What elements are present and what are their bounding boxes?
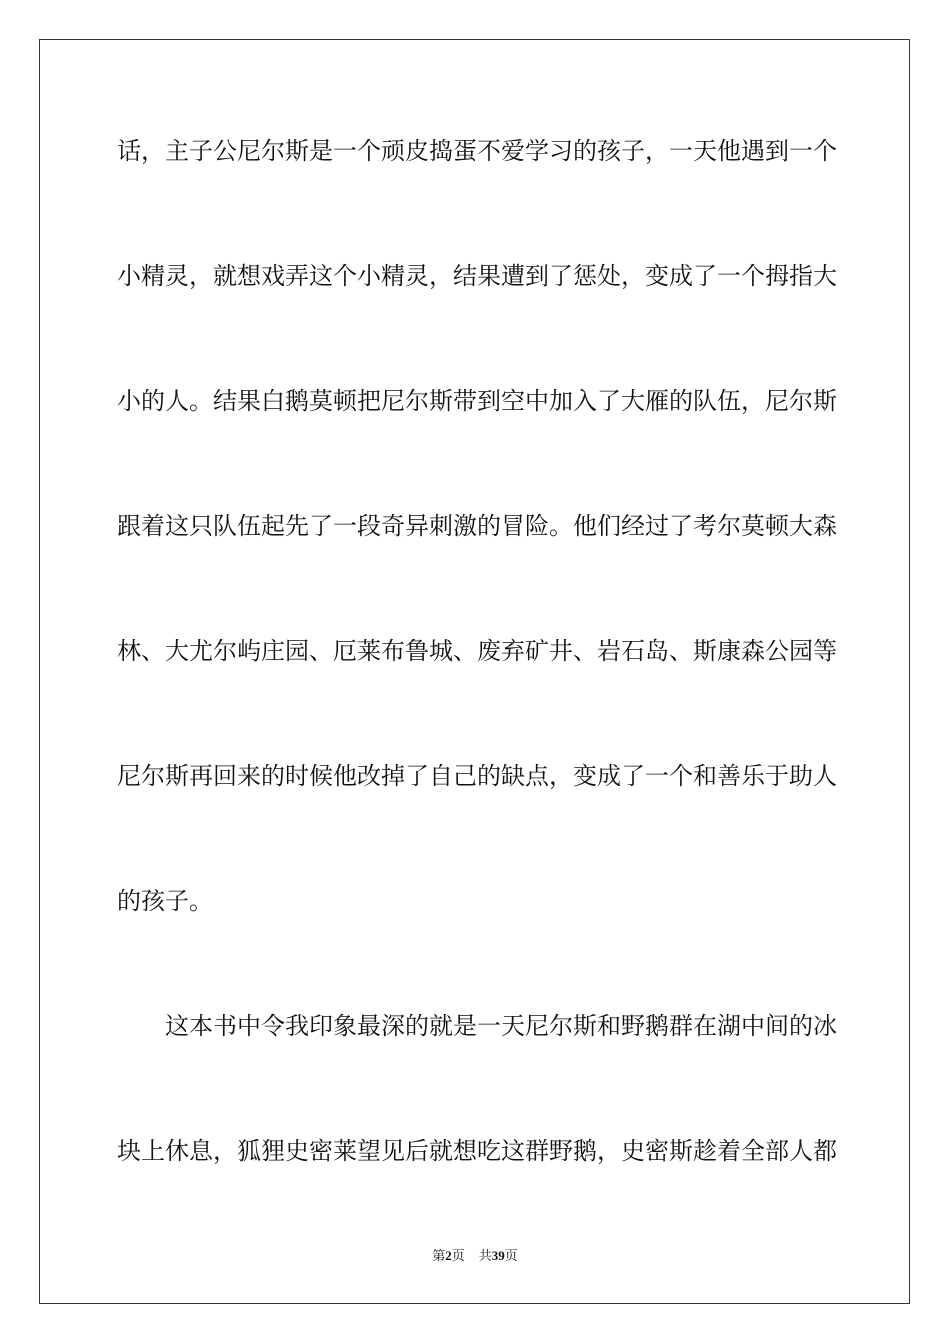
total-prefix: 共	[478, 1249, 492, 1264]
text-line: 的孩子。	[117, 887, 213, 915]
page-prefix: 第	[432, 1249, 446, 1264]
total-suffix: 页	[504, 1249, 518, 1264]
page-suffix: 页	[451, 1249, 465, 1264]
page-footer	[0, 1248, 950, 1265]
text-line: 块上休息，狐狸史密莱望见后就想吃这群野鹅，史密斯趁着全部人都	[117, 1137, 837, 1165]
paragraph-first-line: 这本书中令我印象最深的就是一天尼尔斯和野鹅群在湖中间的冰	[165, 1012, 837, 1040]
text-line: 跟着这只队伍起先了一段奇异刺激的冒险。他们经过了考尔莫顿大森	[117, 512, 837, 540]
page-border	[39, 39, 910, 1304]
text-line: 小的人。结果白鹅莫顿把尼尔斯带到空中加入了大雁的队伍，尼尔斯	[117, 387, 837, 415]
text-line: 话，主子公尼尔斯是一个顽皮捣蛋不爱学习的孩子，一天他遇到一个	[117, 137, 837, 165]
text-line: 林、大尤尔屿庄园、厄莱布鲁城、废弃矿井、岩石岛、斯康森公园等	[117, 637, 837, 665]
text-line: 小精灵，就想戏弄这个小精灵，结果遭到了惩处，变成了一个拇指大	[117, 262, 837, 290]
text-line: 尼尔斯再回来的时候他改掉了自己的缺点，变成了一个和善乐于助人	[117, 762, 837, 790]
total-pages: 39	[491, 1248, 505, 1263]
page-number: 2	[445, 1248, 452, 1263]
